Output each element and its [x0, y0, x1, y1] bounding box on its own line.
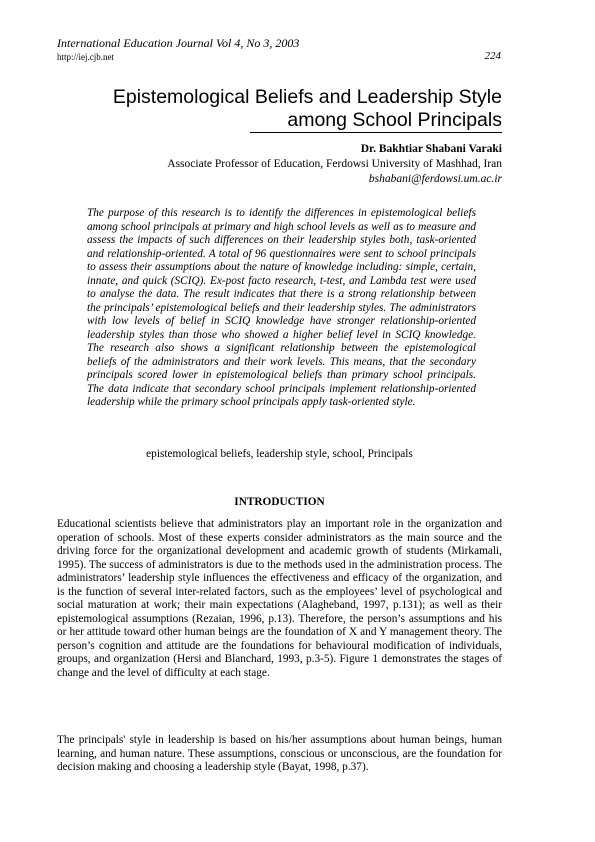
author-affiliation: Associate Professor of Education, Ferdowsi University of Mashhad, Iran: [167, 158, 502, 170]
page-number: 224: [484, 50, 501, 62]
body-paragraph: The principals' style in leadership is based on his/her assumptions about human beings, human learning, and human nature. These assumptions, conscious or unconscious, are the foundation for decision making and choosing a leadership style (Bayat, 1998, p.37).: [57, 734, 502, 773]
journal-citation: International Education Journal Vol 4, No 3, 2003: [57, 36, 300, 50]
body-paragraph: Educational scientists believe that administrators play an important role in the organization and operation of schools. Most of these experts consider administrators as the main source and the driving force for the organizational development and academic growth of students (Mirkamali, 1995). The success of administrators is due to the methods used in the administration process. The administrators’ leadership style influences the effectiveness and efficacy of the organization, and is the function of several inter-related factors, such as the employees’ level of psychological and social maturation at work; their main expectations (Alagheband, 1997, p.131); as well as their epistemological assumptions (Rezaian, 1996, p.13). Therefore, the person’s assumptions and his or her attitude toward other human beings are the foundation of X and Y management theory. The person’s cognition and attitude are the foundations for behavioural modification of individuals, groups, and organization (Hersi and Blanchard, 1993, p.3-5). Figure 1 demonstrates the stages of change and the level of difficulty at each stage.: [57, 518, 502, 679]
author-email: bshabani@ferdowsi.um.ac.ir: [368, 173, 502, 185]
author-name: Dr. Bakhtiar Shabani Varaki: [360, 143, 502, 155]
abstract: The purpose of this research is to identify the differences in epistemological beliefs among school principals at primary and high school levels as well as to measure and assess the impacts of such differences on their leadership styles both, task-oriented and relationship-oriented. A total of 96 questionnaires were sent to school principals to assess their assumptions about the nature of knowledge including: simple, certain, innate, and quick (SCIQ). Ex-post facto research, t-test, and Lambda test were used to analyse the data. The result indicates that there is a strong relationship between the principals’ epistemological beliefs and their leadership styles. The administrators with low levels of belief in SCIQ knowledge have stronger relationship-oriented leadership styles than those who showed a higher belief level in SCIQ knowledge. The research also shows a significant relationship between the epistemological beliefs of the administrators and their work levels. This means, that the secondary principals scored lower in epistemological beliefs than primary school principals. The data indicate that secondary school principals implement relationship-oriented leadership while the primary school principals apply task-oriented style.: [87, 207, 476, 408]
section-heading-introduction: INTRODUCTION: [234, 496, 325, 508]
title-rule: [250, 132, 502, 133]
journal-url: http://iej.cjb.net: [57, 52, 114, 62]
paper-title: Epistemological Beliefs and Leadership Style among School Principals: [112, 86, 502, 131]
keywords: epistemological beliefs, leadership style, school, Principals: [146, 448, 413, 460]
